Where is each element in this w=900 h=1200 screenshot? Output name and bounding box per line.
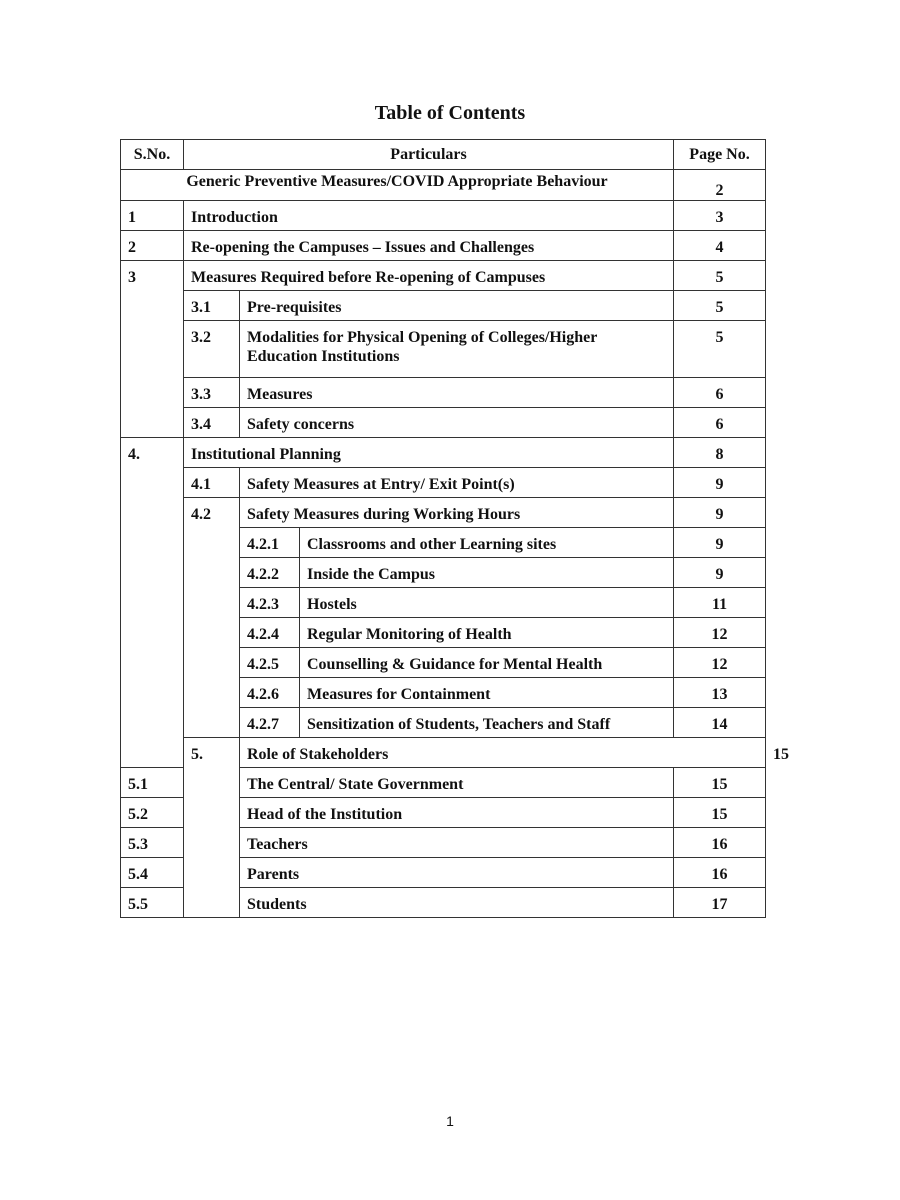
toc-row <box>121 438 766 468</box>
subsection-number: 5.4 <box>121 858 184 888</box>
subsubsection-number: 4.2.1 <box>240 528 300 558</box>
subsection-title: Safety Measures during Working Hours <box>240 498 674 528</box>
page-number-cell: 9 <box>674 468 766 498</box>
page-number-cell: 5 <box>674 291 766 321</box>
subsection-title: Measures <box>240 378 674 408</box>
toc-row <box>121 201 766 231</box>
section-title: Introduction <box>184 201 674 231</box>
section-number: 3 <box>121 261 184 438</box>
generic-label: Generic Preventive Measures/COVID Appropriate Behaviour <box>121 170 674 201</box>
subsection-title: Head of the Institution <box>240 798 674 828</box>
subsection-title: Students <box>240 888 674 918</box>
section-number: 5. <box>184 738 240 918</box>
header-sno: S.No. <box>121 140 184 170</box>
subsection-title: Parents <box>240 858 674 888</box>
generic-row <box>121 170 766 201</box>
subsubsection-title: Measures for Containment <box>300 678 674 708</box>
page-number-cell: 17 <box>674 888 766 918</box>
section-number: 1 <box>121 201 184 231</box>
page-number-cell: 16 <box>674 828 766 858</box>
toc-row <box>121 321 766 378</box>
toc-row <box>121 468 766 498</box>
subsection-number: 5.3 <box>121 828 184 858</box>
page-number-cell: 9 <box>674 558 766 588</box>
subsection-title: Pre-requisites <box>240 291 674 321</box>
page-title: Table of Contents <box>374 102 526 124</box>
page-number-cell: 12 <box>674 648 766 678</box>
section-title: Role of Stakeholders <box>240 738 766 768</box>
page-number-cell: 3 <box>674 201 766 231</box>
page-number: 1 <box>446 1113 454 1129</box>
toc-row <box>121 231 766 261</box>
page-number-cell: 5 <box>674 321 766 378</box>
subsubsection-title: Classrooms and other Learning sites <box>300 528 674 558</box>
subsection-number: 4.1 <box>184 468 240 498</box>
header-particulars: Particulars <box>184 140 674 170</box>
subsection-number: 5.2 <box>121 798 184 828</box>
subsubsection-title: Hostels <box>300 588 674 618</box>
section-title: Measures Required before Re-opening of Campuses <box>184 261 674 291</box>
subsubsection-number: 4.2.5 <box>240 648 300 678</box>
page-number-cell: 14 <box>674 708 766 738</box>
subsubsection-title: Counselling & Guidance for Mental Health <box>300 648 674 678</box>
page-number-cell: 4 <box>674 231 766 261</box>
toc-row <box>121 291 766 321</box>
toc-row <box>121 378 766 408</box>
subsubsection-number: 4.2.3 <box>240 588 300 618</box>
toc-row <box>121 261 766 291</box>
toc-row <box>121 498 766 528</box>
subsubsection-title: Regular Monitoring of Health <box>300 618 674 648</box>
subsubsection-number: 4.2.7 <box>240 708 300 738</box>
subsection-number: 3.3 <box>184 378 240 408</box>
section-number: 4. <box>121 438 184 768</box>
subsubsection-number: 4.2.2 <box>240 558 300 588</box>
subsubsection-title: Sensitization of Students, Teachers and Staff <box>300 708 674 738</box>
page-number-cell: 9 <box>674 498 766 528</box>
header-page: Page No. <box>674 140 766 170</box>
page-number-cell: 5 <box>674 261 766 291</box>
page-number-cell: 6 <box>674 378 766 408</box>
section-number: 2 <box>121 231 184 261</box>
section-title: Institutional Planning <box>184 438 674 468</box>
toc-row: 5. Role of Stakeholders 15 <box>121 738 766 768</box>
subsection-number: 5.5 <box>121 888 184 918</box>
subsubsection-title: Inside the Campus <box>300 558 674 588</box>
subsubsection-number: 4.2.4 <box>240 618 300 648</box>
subsection-title: Teachers <box>240 828 674 858</box>
page-number-cell: 13 <box>674 678 766 708</box>
subsubsection-number: 4.2.6 <box>240 678 300 708</box>
page-number-cell: 16 <box>674 858 766 888</box>
subsection-number: 5.1 <box>121 768 184 798</box>
subsection-title: Safety concerns <box>240 408 674 438</box>
subsection-number: 3.2 <box>184 321 240 378</box>
subsection-number: 3.1 <box>184 291 240 321</box>
subsection-number: 4.2 <box>184 498 240 738</box>
subsection-title: Safety Measures at Entry/ Exit Point(s) <box>240 468 674 498</box>
subsection-number: 3.4 <box>184 408 240 438</box>
page-number-cell: 12 <box>674 618 766 648</box>
generic-page: 2 <box>674 170 766 201</box>
page-number-cell: 6 <box>674 408 766 438</box>
page-number-cell: 8 <box>674 438 766 468</box>
section-title: Re-opening the Campuses – Issues and Challenges <box>184 231 674 261</box>
page-number-cell: 15 <box>674 768 766 798</box>
page-number-cell: 9 <box>674 528 766 558</box>
page-number-cell: 15 <box>674 798 766 828</box>
header-row <box>121 140 766 170</box>
page-number-cell: 11 <box>674 588 766 618</box>
subsection-title: Modalities for Physical Opening of Colleges/Higher Education Institutions <box>240 321 674 378</box>
table-of-contents <box>120 139 790 918</box>
subsection-title: The Central/ State Government <box>240 768 674 798</box>
toc-row <box>121 408 766 438</box>
